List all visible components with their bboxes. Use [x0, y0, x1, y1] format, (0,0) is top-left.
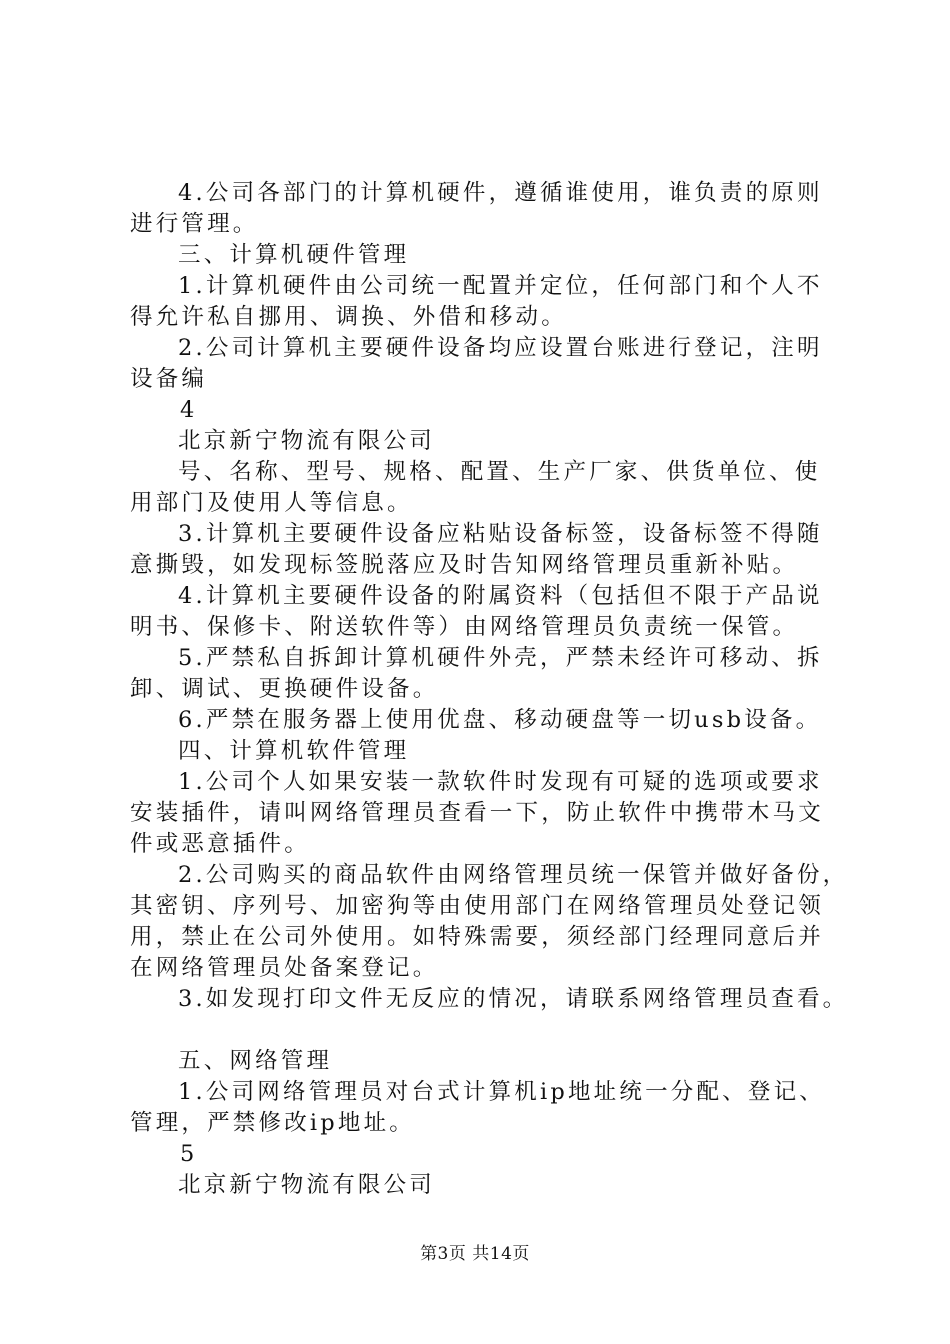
company-header-text: 北京新宁物流有限公司	[178, 428, 436, 454]
paragraph-line: 用，禁止在公司外使用。如特殊需要，须经部门经理同意后并	[130, 924, 824, 950]
blank-line	[130, 1015, 850, 1046]
section-heading: 四、计算机软件管理	[178, 738, 410, 764]
section-heading: 三、计算机硬件管理	[178, 242, 410, 268]
paragraph-line: 得允许私自挪用、调换、外借和移动。	[130, 304, 567, 330]
paragraph-line: 2.公司购买的商品软件由网络管理员统一保管并做好备份，	[178, 862, 849, 888]
paragraph-line: 进行管理。	[130, 211, 259, 237]
paragraph-line: 安装插件，请叫网络管理员查看一下，防止软件中携带木马文	[130, 800, 824, 826]
paragraph-line: 在网络管理员处备案登记。	[130, 955, 439, 981]
paragraph-line: 号、名称、型号、规格、配置、生产厂家、供货单位、使	[178, 459, 821, 485]
paragraph-line: 6.严禁在服务器上使用优盘、移动硬盘等一切usb设备。	[178, 707, 822, 733]
page-number-inline: 4	[180, 397, 198, 423]
paragraph-line: 卸、调试、更换硬件设备。	[130, 676, 439, 702]
paragraph-line: 设备编	[130, 366, 208, 392]
paragraph-line: 件或恶意插件。	[130, 831, 310, 857]
paragraph-line: 1.计算机硬件由公司统一配置并定位，任何部门和个人不	[178, 273, 823, 299]
paragraph-line: 1.公司个人如果安装一款软件时发现有可疑的选项或要求	[178, 769, 823, 795]
paragraph-line: 意撕毁，如发现标签脱落应及时告知网络管理员重新补贴。	[130, 552, 799, 578]
document-body	[130, 178, 850, 1201]
paragraph-line: 3.如发现打印文件无反应的情况，请联系网络管理员查看。	[178, 986, 849, 1012]
paragraph-line: 管理，严禁修改ip地址。	[130, 1110, 415, 1136]
paragraph-line: 1.公司网络管理员对台式计算机ip地址统一分配、登记、	[178, 1079, 825, 1105]
paragraph-line: 明书、保修卡、附送软件等）由网络管理员负责统一保管。	[130, 614, 799, 640]
paragraph-line: 5.严禁私自拆卸计算机硬件外壳，严禁未经许可移动、拆	[178, 645, 823, 671]
paragraph-line: 4.公司各部门的计算机硬件，遵循谁使用，谁负责的原则	[178, 180, 823, 206]
section-heading: 五、网络管理	[178, 1048, 333, 1074]
page-footer: 第3页 共14页	[420, 1244, 530, 1264]
paragraph-line: 其密钥、序列号、加密狗等由使用部门在网络管理员处登记领	[130, 893, 824, 919]
paragraph-line: 3.计算机主要硬件设备应粘贴设备标签，设备标签不得随	[178, 521, 823, 547]
company-header-text: 北京新宁物流有限公司	[178, 1172, 436, 1198]
page-number-inline: 5	[180, 1141, 198, 1167]
paragraph-line: 用部门及使用人等信息。	[130, 490, 413, 516]
paragraph-line: 2.公司计算机主要硬件设备均应设置台账进行登记，注明	[178, 335, 823, 361]
paragraph-line: 4.计算机主要硬件设备的附属资料（包括但不限于产品说	[178, 583, 823, 609]
